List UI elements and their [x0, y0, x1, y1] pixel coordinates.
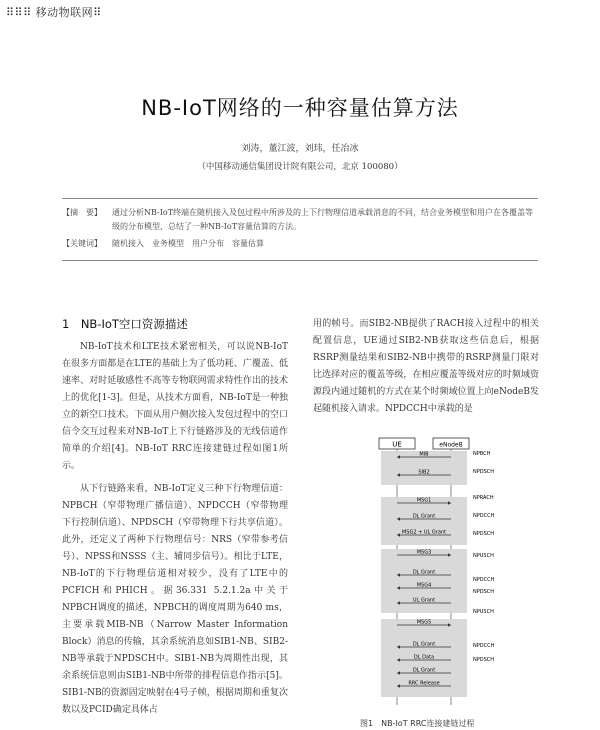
- keywords-text: 随机接入 业务模型 用户分布 容量估算: [112, 239, 264, 248]
- left-column: [62, 316, 288, 719]
- paragraph-3: 用的帧号。而SIB2-NB提供了RACH接入过程中的相关配置信息，UE通过SIB2-NB获取这些信息后，根据RSRP测量结果和SIB2-NB中携带的RSRP测量门限对比选择对应的覆盖等级，在相应覆盖等级对应的时频域资源段内通过随机的方式在某个时频域位置上向eNodeB发起随机接入请求。NPDCCH中承载的是: [313, 319, 539, 414]
- message-label: DL Grant: [412, 641, 436, 648]
- phase-band: [381, 497, 467, 545]
- message-label: MSG1: [416, 497, 432, 504]
- right-column: [313, 316, 539, 418]
- divider-bottom: [62, 260, 538, 261]
- enb-label: eNodeB: [439, 441, 463, 449]
- section-heading: 1 NB-IoT空口资源描述: [62, 317, 188, 331]
- figure-caption: 图1 NB-IoT RRC连接建链过程: [360, 719, 475, 728]
- divider-top: [62, 198, 538, 199]
- message-label: MSG5: [416, 619, 432, 626]
- channel-label: NPDCCH: [473, 577, 495, 583]
- paragraph-2: 从下行链路来看，NB-IoT定义三种下行物理信道：NPBCH（窄带物理广播信道）、NPDCCH（窄带物理下行控制信道）、NPDSCH（窄带物理下行共享信道）。此外，还定义了两种下行物理信号：NRS（窄带参考信号）、NPSS和NSSS（主、辅同步信号）。相比于LTE，NB-IoT的下行物理信道相对较少，没有了LTE中的PCFICH和PHICH。据36.331 5.2.1.2a中关于NPBCH调度的描述，NPBCH的调度周期为640 ms，主要承载MIB-NB（Narrow Master Information Block）消息的传输，其余系统消息如SIB1-NB、SIB2-NB等承载于NPDSCH中。SIB1-NB为周期性出现，其余系统信息则由SIB1-NB中所带的排程信息作指示[5]。SIB1-NB的资源固定映射在4号子帧，根据周期和重复次数以及PCID确定具体占: [62, 484, 288, 715]
- channel-label: NPUSCH: [473, 609, 494, 615]
- message-label: DL Data: [413, 654, 435, 661]
- sequence-diagram: [375, 435, 535, 710]
- message-label: DL Grant: [412, 513, 436, 520]
- affiliation: （中国移动通信集团设计院有限公司，北京 100080）: [197, 162, 403, 172]
- message-label: MIB: [419, 451, 429, 458]
- abstract: [62, 206, 538, 234]
- channel-label: NPUSCH: [473, 553, 494, 559]
- channel-label: NPDCCH: [473, 513, 495, 519]
- channel-label: NPDSCH: [473, 469, 495, 475]
- channel-label: NPRACH: [473, 495, 494, 501]
- channel-label: NPDSCH: [473, 531, 495, 537]
- message-label: DL Grant: [412, 667, 436, 674]
- keywords-label: 【关键词】: [62, 239, 102, 248]
- message-label: SIB2: [418, 469, 430, 476]
- message-label: MSG3: [416, 549, 432, 556]
- paper-title: NB-IoT网络的一种容量估算方法: [141, 96, 459, 120]
- authors: 刘涛，董江波，刘玮，任冶冰: [241, 144, 359, 154]
- figure-rrc-flow: [375, 435, 535, 710]
- ue-label: UE: [392, 440, 402, 449]
- message-label: MSG4: [416, 582, 432, 589]
- journal-header: ⠿⠿⠿ 移动物联网⠿: [6, 6, 102, 19]
- message-label: RRC Release: [408, 680, 440, 687]
- channel-label: NPBCH: [473, 451, 491, 457]
- channel-label: NPDSCH: [473, 657, 495, 663]
- keywords: [62, 237, 538, 251]
- abstract-text: 通过分析NB-IoT终端在随机接入及包过程中所涉及的上下行物理信道承载消息的不同，结合业务模型和用户在各覆盖等级的分布模型，总结了一种NB-IoT容量估算的方法。: [112, 208, 534, 231]
- message-label: UL Grant: [412, 597, 436, 604]
- message-label: DL Grant: [412, 569, 436, 576]
- message-label: MSG2 + UL Grant: [401, 529, 447, 536]
- channel-label: NPDSCH: [473, 589, 495, 595]
- abstract-label: 【摘 要】: [62, 208, 102, 217]
- paragraph-1: NB-IoT技术和LTE技术紧密相关，可以说NB-IoT在很多方面都是在LTE的基础上为了低功耗、广覆盖、低速率、对时延敏感性不高等专物联网需求特性作出的技术上的优化[1-3]。但是，从技术方面看，NB-IoT是一种独立的新空口技术。下面从用户侧次接入发包过程中的空口信令交互过程来对NB-IoT上下行链路涉及的无线信道作简单的介绍[4]。NB-IoT RRC连接建链过程如图1所示。: [62, 342, 288, 471]
- channel-label: NPDCCH: [473, 643, 495, 649]
